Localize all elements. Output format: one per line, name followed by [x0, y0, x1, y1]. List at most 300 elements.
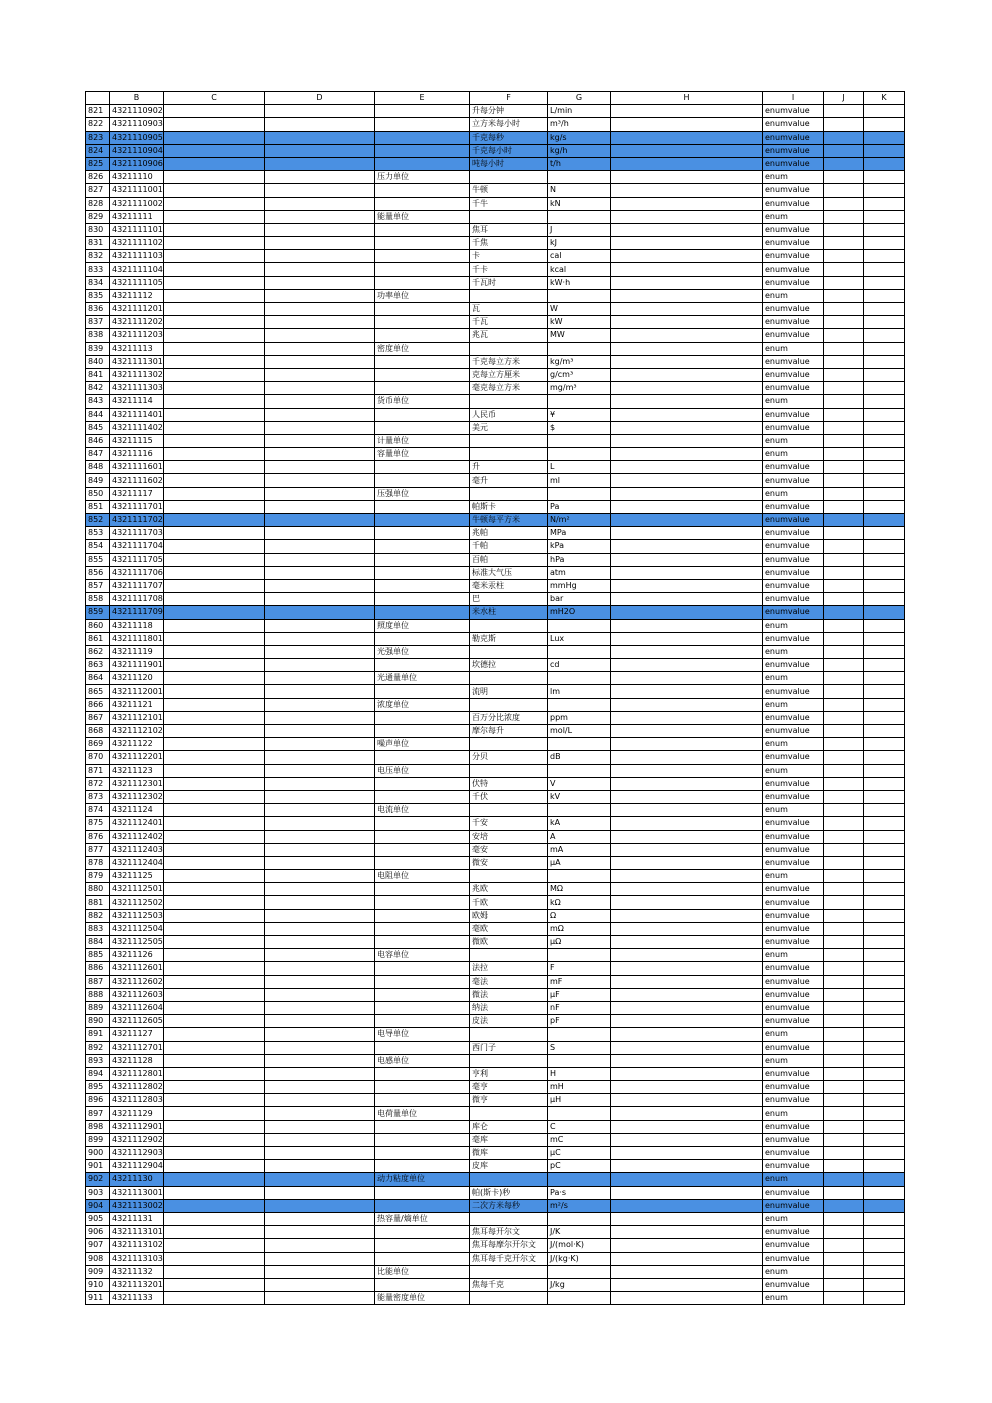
cell-c[interactable] — [164, 698, 265, 711]
cell-k[interactable] — [864, 303, 905, 316]
cell-j[interactable] — [824, 896, 864, 909]
cell-i[interactable]: enumvalue — [763, 316, 824, 329]
cell-d[interactable] — [265, 922, 375, 935]
cell-f[interactable]: 焦耳每开尔文 — [470, 1226, 548, 1239]
row-number[interactable]: 877 — [86, 843, 110, 856]
cell-h[interactable] — [611, 685, 763, 698]
cell-d[interactable] — [265, 632, 375, 645]
cell-e[interactable] — [375, 988, 470, 1001]
cell-c[interactable] — [164, 461, 265, 474]
cell-g[interactable]: cal — [548, 250, 611, 263]
cell-e[interactable]: 压强单位 — [375, 487, 470, 500]
cell-j[interactable] — [824, 1160, 864, 1173]
row-number[interactable]: 853 — [86, 527, 110, 540]
cell-k[interactable] — [864, 131, 905, 144]
cell-j[interactable] — [824, 1107, 864, 1120]
cell-f[interactable] — [470, 619, 548, 632]
cell-b[interactable]: 43211117 — [110, 487, 164, 500]
row-number[interactable]: 873 — [86, 790, 110, 803]
cell-e[interactable] — [375, 263, 470, 276]
cell-f[interactable]: 微法 — [470, 988, 548, 1001]
cell-d[interactable] — [265, 645, 375, 658]
cell-e[interactable] — [375, 1239, 470, 1252]
cell-i[interactable]: enumvalue — [763, 1278, 824, 1291]
cell-b[interactable]: 4321112402 — [110, 830, 164, 843]
row-number[interactable]: 846 — [86, 434, 110, 447]
cell-h[interactable] — [611, 843, 763, 856]
cell-c[interactable] — [164, 817, 265, 830]
cell-b[interactable]: 4321112902 — [110, 1133, 164, 1146]
cell-g[interactable]: Pa·s — [548, 1186, 611, 1199]
cell-d[interactable] — [265, 949, 375, 962]
cell-b[interactable]: 4321112603 — [110, 988, 164, 1001]
row-number[interactable]: 864 — [86, 672, 110, 685]
column-header-f[interactable]: F — [470, 92, 548, 105]
cell-d[interactable] — [265, 1028, 375, 1041]
row-number[interactable]: 843 — [86, 395, 110, 408]
cell-i[interactable]: enum — [763, 448, 824, 461]
cell-i[interactable]: enumvalue — [763, 1199, 824, 1212]
cell-j[interactable] — [824, 395, 864, 408]
cell-c[interactable] — [164, 672, 265, 685]
cell-h[interactable] — [611, 593, 763, 606]
cell-d[interactable] — [265, 1094, 375, 1107]
cell-c[interactable] — [164, 659, 265, 672]
cell-k[interactable] — [864, 1186, 905, 1199]
cell-i[interactable]: enum — [763, 698, 824, 711]
row-number[interactable]: 874 — [86, 804, 110, 817]
cell-f[interactable]: 兆帕 — [470, 527, 548, 540]
cell-f[interactable] — [470, 342, 548, 355]
cell-i[interactable]: enumvalue — [763, 962, 824, 975]
column-header-b[interactable]: B — [110, 92, 164, 105]
cell-h[interactable] — [611, 1226, 763, 1239]
cell-f[interactable]: 千欧 — [470, 896, 548, 909]
cell-d[interactable] — [265, 804, 375, 817]
cell-e[interactable] — [375, 1120, 470, 1133]
cell-k[interactable] — [864, 474, 905, 487]
cell-k[interactable] — [864, 777, 905, 790]
cell-j[interactable] — [824, 962, 864, 975]
cell-j[interactable] — [824, 1278, 864, 1291]
cell-g[interactable]: μA — [548, 856, 611, 869]
cell-k[interactable] — [864, 1107, 905, 1120]
row-number[interactable]: 910 — [86, 1278, 110, 1291]
cell-k[interactable] — [864, 448, 905, 461]
cell-j[interactable] — [824, 1133, 864, 1146]
cell-d[interactable] — [265, 606, 375, 619]
cell-b[interactable]: 4321111706 — [110, 566, 164, 579]
cell-c[interactable] — [164, 1015, 265, 1028]
row-number[interactable]: 865 — [86, 685, 110, 698]
cell-j[interactable] — [824, 474, 864, 487]
cell-c[interactable] — [164, 856, 265, 869]
cell-k[interactable] — [864, 922, 905, 935]
cell-d[interactable] — [265, 988, 375, 1001]
row-number[interactable]: 894 — [86, 1067, 110, 1080]
cell-h[interactable] — [611, 711, 763, 724]
cell-d[interactable] — [265, 1265, 375, 1278]
cell-i[interactable]: enumvalue — [763, 237, 824, 250]
cell-e[interactable]: 功率单位 — [375, 289, 470, 302]
cell-i[interactable]: enumvalue — [763, 1252, 824, 1265]
cell-b[interactable]: 4321112602 — [110, 975, 164, 988]
cell-k[interactable] — [864, 1212, 905, 1225]
cell-i[interactable]: enum — [763, 949, 824, 962]
cell-k[interactable] — [864, 883, 905, 896]
cell-b[interactable]: 4321113002 — [110, 1199, 164, 1212]
cell-k[interactable] — [864, 500, 905, 513]
cell-b[interactable]: 4321110902 — [110, 105, 164, 118]
cell-f[interactable] — [470, 870, 548, 883]
cell-c[interactable] — [164, 1278, 265, 1291]
cell-j[interactable] — [824, 1199, 864, 1212]
cell-h[interactable] — [611, 263, 763, 276]
cell-b[interactable]: 4321112802 — [110, 1081, 164, 1094]
cell-d[interactable] — [265, 975, 375, 988]
row-number[interactable]: 870 — [86, 751, 110, 764]
cell-e[interactable] — [375, 461, 470, 474]
cell-b[interactable]: 43211131 — [110, 1212, 164, 1225]
cell-c[interactable] — [164, 790, 265, 803]
row-number[interactable]: 911 — [86, 1292, 110, 1305]
row-number[interactable]: 822 — [86, 118, 110, 131]
cell-k[interactable] — [864, 1239, 905, 1252]
row-number[interactable]: 904 — [86, 1199, 110, 1212]
cell-k[interactable] — [864, 514, 905, 527]
cell-k[interactable] — [864, 738, 905, 751]
cell-h[interactable] — [611, 1265, 763, 1278]
cell-f[interactable]: 吨每小时 — [470, 157, 548, 170]
cell-d[interactable] — [265, 223, 375, 236]
cell-j[interactable] — [824, 711, 864, 724]
row-number[interactable]: 826 — [86, 171, 110, 184]
row-number[interactable]: 887 — [86, 975, 110, 988]
cell-e[interactable] — [375, 593, 470, 606]
column-header-e[interactable]: E — [375, 92, 470, 105]
cell-j[interactable] — [824, 698, 864, 711]
cell-k[interactable] — [864, 962, 905, 975]
cell-f[interactable]: 毫欧 — [470, 922, 548, 935]
cell-i[interactable]: enum — [763, 487, 824, 500]
cell-h[interactable] — [611, 896, 763, 909]
cell-f[interactable]: 千克每秒 — [470, 131, 548, 144]
cell-c[interactable] — [164, 1107, 265, 1120]
cell-c[interactable] — [164, 118, 265, 131]
cell-h[interactable] — [611, 1239, 763, 1252]
cell-e[interactable] — [375, 830, 470, 843]
row-number[interactable]: 882 — [86, 909, 110, 922]
cell-h[interactable] — [611, 131, 763, 144]
row-number[interactable]: 840 — [86, 355, 110, 368]
cell-g[interactable]: mmHg — [548, 579, 611, 592]
cell-e[interactable]: 压力单位 — [375, 171, 470, 184]
row-number[interactable]: 841 — [86, 368, 110, 381]
cell-d[interactable] — [265, 896, 375, 909]
cell-k[interactable] — [864, 316, 905, 329]
cell-k[interactable] — [864, 1041, 905, 1054]
cell-h[interactable] — [611, 1278, 763, 1291]
cell-k[interactable] — [864, 975, 905, 988]
cell-c[interactable] — [164, 711, 265, 724]
cell-f[interactable]: 瓦 — [470, 303, 548, 316]
cell-c[interactable] — [164, 764, 265, 777]
cell-d[interactable] — [265, 382, 375, 395]
cell-g[interactable]: J/kg — [548, 1278, 611, 1291]
cell-d[interactable] — [265, 144, 375, 157]
cell-e[interactable] — [375, 421, 470, 434]
cell-e[interactable] — [375, 184, 470, 197]
cell-e[interactable] — [375, 144, 470, 157]
cell-d[interactable] — [265, 421, 375, 434]
cell-i[interactable]: enum — [763, 672, 824, 685]
cell-g[interactable]: atm — [548, 566, 611, 579]
cell-k[interactable] — [864, 698, 905, 711]
row-number[interactable]: 906 — [86, 1226, 110, 1239]
cell-g[interactable] — [548, 698, 611, 711]
cell-d[interactable] — [265, 936, 375, 949]
cell-i[interactable]: enumvalue — [763, 659, 824, 672]
cell-c[interactable] — [164, 408, 265, 421]
cell-k[interactable] — [864, 909, 905, 922]
cell-f[interactable]: 克每立方厘米 — [470, 368, 548, 381]
cell-j[interactable] — [824, 434, 864, 447]
cell-c[interactable] — [164, 276, 265, 289]
cell-b[interactable]: 4321111901 — [110, 659, 164, 672]
cell-i[interactable]: enumvalue — [763, 1081, 824, 1094]
cell-h[interactable] — [611, 171, 763, 184]
cell-g[interactable]: μC — [548, 1147, 611, 1160]
cell-k[interactable] — [864, 672, 905, 685]
cell-i[interactable]: enumvalue — [763, 975, 824, 988]
cell-g[interactable]: S — [548, 1041, 611, 1054]
cell-k[interactable] — [864, 197, 905, 210]
cell-g[interactable]: MW — [548, 329, 611, 342]
cell-f[interactable]: 升 — [470, 461, 548, 474]
row-number[interactable]: 844 — [86, 408, 110, 421]
cell-i[interactable]: enum — [763, 619, 824, 632]
cell-b[interactable]: 4321111402 — [110, 421, 164, 434]
cell-d[interactable] — [265, 685, 375, 698]
cell-g[interactable]: mH2O — [548, 606, 611, 619]
cell-h[interactable] — [611, 619, 763, 632]
row-number[interactable]: 886 — [86, 962, 110, 975]
cell-k[interactable] — [864, 566, 905, 579]
cell-e[interactable] — [375, 540, 470, 553]
cell-b[interactable]: 4321111801 — [110, 632, 164, 645]
cell-c[interactable] — [164, 421, 265, 434]
cell-g[interactable]: kg/h — [548, 144, 611, 157]
cell-k[interactable] — [864, 1015, 905, 1028]
cell-j[interactable] — [824, 1054, 864, 1067]
cell-b[interactable]: 4321111203 — [110, 329, 164, 342]
row-number[interactable]: 872 — [86, 777, 110, 790]
cell-f[interactable]: 毫克每立方米 — [470, 382, 548, 395]
cell-j[interactable] — [824, 553, 864, 566]
cell-h[interactable] — [611, 777, 763, 790]
row-number[interactable]: 893 — [86, 1054, 110, 1067]
cell-f[interactable]: 立方米每小时 — [470, 118, 548, 131]
cell-f[interactable]: 千克每小时 — [470, 144, 548, 157]
cell-f[interactable]: 分贝 — [470, 751, 548, 764]
cell-g[interactable] — [548, 171, 611, 184]
cell-c[interactable] — [164, 171, 265, 184]
cell-g[interactable] — [548, 487, 611, 500]
cell-h[interactable] — [611, 988, 763, 1001]
cell-f[interactable] — [470, 804, 548, 817]
cell-b[interactable]: 4321111102 — [110, 237, 164, 250]
cell-j[interactable] — [824, 210, 864, 223]
cell-k[interactable] — [864, 1120, 905, 1133]
cell-c[interactable] — [164, 936, 265, 949]
row-number[interactable]: 855 — [86, 553, 110, 566]
cell-b[interactable]: 4321111704 — [110, 540, 164, 553]
cell-e[interactable] — [375, 883, 470, 896]
cell-h[interactable] — [611, 487, 763, 500]
cell-d[interactable] — [265, 303, 375, 316]
cell-e[interactable] — [375, 843, 470, 856]
row-number[interactable]: 867 — [86, 711, 110, 724]
cell-e[interactable] — [375, 303, 470, 316]
cell-f[interactable] — [470, 487, 548, 500]
cell-g[interactable]: kJ — [548, 237, 611, 250]
cell-d[interactable] — [265, 1252, 375, 1265]
cell-h[interactable] — [611, 579, 763, 592]
cell-f[interactable] — [470, 171, 548, 184]
cell-j[interactable] — [824, 645, 864, 658]
cell-c[interactable] — [164, 210, 265, 223]
cell-g[interactable] — [548, 1054, 611, 1067]
row-number[interactable]: 848 — [86, 461, 110, 474]
cell-k[interactable] — [864, 342, 905, 355]
cell-c[interactable] — [164, 1252, 265, 1265]
cell-j[interactable] — [824, 131, 864, 144]
cell-i[interactable]: enumvalue — [763, 527, 824, 540]
cell-f[interactable] — [470, 395, 548, 408]
cell-e[interactable]: 光强单位 — [375, 645, 470, 658]
cell-h[interactable] — [611, 250, 763, 263]
cell-d[interactable] — [265, 105, 375, 118]
cell-f[interactable]: 微亨 — [470, 1094, 548, 1107]
cell-e[interactable] — [375, 777, 470, 790]
cell-c[interactable] — [164, 777, 265, 790]
cell-i[interactable]: enumvalue — [763, 276, 824, 289]
cell-j[interactable] — [824, 738, 864, 751]
cell-i[interactable]: enumvalue — [763, 856, 824, 869]
cell-i[interactable]: enumvalue — [763, 1147, 824, 1160]
cell-f[interactable]: 千伏 — [470, 790, 548, 803]
cell-h[interactable] — [611, 434, 763, 447]
cell-c[interactable] — [164, 553, 265, 566]
cell-k[interactable] — [864, 804, 905, 817]
cell-g[interactable] — [548, 1212, 611, 1225]
cell-e[interactable] — [375, 408, 470, 421]
cell-e[interactable] — [375, 527, 470, 540]
cell-j[interactable] — [824, 250, 864, 263]
cell-k[interactable] — [864, 1147, 905, 1160]
cell-i[interactable]: enumvalue — [763, 474, 824, 487]
cell-b[interactable]: 43211115 — [110, 434, 164, 447]
cell-c[interactable] — [164, 184, 265, 197]
cell-k[interactable] — [864, 1001, 905, 1014]
cell-c[interactable] — [164, 685, 265, 698]
cell-i[interactable]: enumvalue — [763, 144, 824, 157]
cell-b[interactable]: 43211111 — [110, 210, 164, 223]
row-number[interactable]: 892 — [86, 1041, 110, 1054]
cell-i[interactable]: enumvalue — [763, 355, 824, 368]
cell-c[interactable] — [164, 619, 265, 632]
cell-e[interactable] — [375, 329, 470, 342]
cell-b[interactable]: 4321111707 — [110, 579, 164, 592]
cell-b[interactable]: 4321110904 — [110, 144, 164, 157]
cell-j[interactable] — [824, 197, 864, 210]
cell-j[interactable] — [824, 342, 864, 355]
cell-i[interactable]: enumvalue — [763, 118, 824, 131]
cell-k[interactable] — [864, 579, 905, 592]
cell-f[interactable]: 西门子 — [470, 1041, 548, 1054]
row-number[interactable]: 842 — [86, 382, 110, 395]
cell-j[interactable] — [824, 804, 864, 817]
cell-j[interactable] — [824, 1173, 864, 1186]
cell-h[interactable] — [611, 817, 763, 830]
row-number[interactable]: 829 — [86, 210, 110, 223]
cell-h[interactable] — [611, 355, 763, 368]
cell-f[interactable]: 毫升 — [470, 474, 548, 487]
cell-i[interactable]: enumvalue — [763, 105, 824, 118]
cell-d[interactable] — [265, 368, 375, 381]
cell-h[interactable] — [611, 672, 763, 685]
cell-g[interactable]: pF — [548, 1015, 611, 1028]
cell-e[interactable]: 密度单位 — [375, 342, 470, 355]
cell-b[interactable]: 4321111701 — [110, 500, 164, 513]
cell-d[interactable] — [265, 461, 375, 474]
cell-k[interactable] — [864, 1226, 905, 1239]
cell-d[interactable] — [265, 553, 375, 566]
cell-k[interactable] — [864, 843, 905, 856]
cell-d[interactable] — [265, 1239, 375, 1252]
cell-g[interactable]: Pa — [548, 500, 611, 513]
row-number[interactable]: 827 — [86, 184, 110, 197]
cell-e[interactable]: 电容单位 — [375, 949, 470, 962]
cell-b[interactable]: 4321111709 — [110, 606, 164, 619]
cell-g[interactable]: μF — [548, 988, 611, 1001]
cell-k[interactable] — [864, 870, 905, 883]
cell-h[interactable] — [611, 632, 763, 645]
cell-e[interactable] — [375, 1160, 470, 1173]
cell-h[interactable] — [611, 659, 763, 672]
cell-b[interactable]: 4321112505 — [110, 936, 164, 949]
cell-i[interactable]: enumvalue — [763, 1120, 824, 1133]
cell-b[interactable]: 43211113 — [110, 342, 164, 355]
cell-c[interactable] — [164, 1120, 265, 1133]
cell-g[interactable] — [548, 1292, 611, 1305]
cell-k[interactable] — [864, 949, 905, 962]
cell-j[interactable] — [824, 1265, 864, 1278]
cell-g[interactable]: mH — [548, 1081, 611, 1094]
cell-j[interactable] — [824, 672, 864, 685]
cell-j[interactable] — [824, 105, 864, 118]
cell-h[interactable] — [611, 197, 763, 210]
cell-h[interactable] — [611, 1199, 763, 1212]
cell-f[interactable]: 标准大气压 — [470, 566, 548, 579]
row-number[interactable]: 857 — [86, 579, 110, 592]
cell-i[interactable]: enumvalue — [763, 1226, 824, 1239]
cell-j[interactable] — [824, 303, 864, 316]
cell-h[interactable] — [611, 883, 763, 896]
cell-b[interactable]: 4321112901 — [110, 1120, 164, 1133]
cell-g[interactable]: kW·h — [548, 276, 611, 289]
cell-g[interactable]: MPa — [548, 527, 611, 540]
